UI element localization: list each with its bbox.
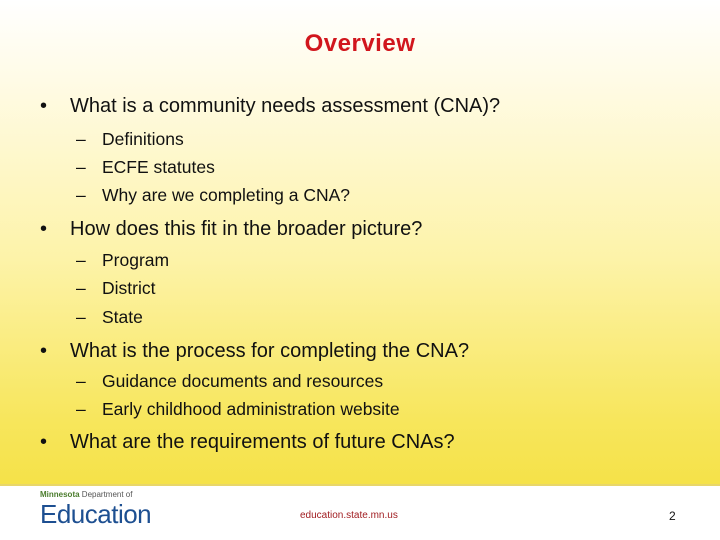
sub-bullet-item <box>76 129 184 150</box>
bullet-text: What is a community needs assessment (CNA)? <box>70 95 501 117</box>
sub-bullet-text: Why are we completing a CNA? <box>102 185 351 205</box>
dash-icon: – <box>76 307 86 327</box>
dash-icon: – <box>76 399 86 419</box>
sub-bullet-text: Early childhood administration website <box>102 399 400 419</box>
sub-bullet-item <box>76 250 169 271</box>
bullet-item <box>40 431 455 454</box>
bullet-item <box>40 95 500 118</box>
dash-icon: – <box>76 371 86 391</box>
dash-icon: – <box>76 157 86 177</box>
sub-bullet-item <box>76 371 383 392</box>
footer-divider <box>0 484 720 486</box>
logo-department-line <box>40 490 132 499</box>
sub-bullet-text: Program <box>102 250 170 270</box>
bullet-item <box>40 218 422 241</box>
sub-bullet-text: District <box>102 278 156 298</box>
education-logo: Education <box>40 499 152 529</box>
dash-icon: – <box>76 250 86 270</box>
bullet-text: What are the requirements of future CNAs? <box>70 431 455 453</box>
sub-bullet-text: Guidance documents and resources <box>102 371 384 391</box>
sub-bullet-text: State <box>102 307 143 327</box>
bullet-icon: • <box>40 340 48 362</box>
bullet-icon: • <box>40 95 48 117</box>
sub-bullet-text: Definitions <box>102 129 184 149</box>
bullet-icon: • <box>40 431 48 453</box>
footer-url[interactable]: education.state.mn.us <box>300 510 398 521</box>
dash-icon: – <box>76 278 86 298</box>
sub-bullet-item <box>76 399 400 420</box>
bullet-icon: • <box>40 218 48 240</box>
dash-icon: – <box>76 129 86 149</box>
bullet-text: How does this fit in the broader picture? <box>70 218 423 240</box>
bullet-text: What is the process for completing the CNA? <box>70 340 470 362</box>
sub-bullet-item <box>76 307 143 328</box>
logo-dept: Department of <box>79 490 133 499</box>
page-number: 2 <box>669 509 676 523</box>
sub-bullet-item <box>76 278 155 299</box>
sub-bullet-item <box>76 185 350 206</box>
sub-bullet-text: ECFE statutes <box>102 157 215 177</box>
logo-state: Minnesota <box>40 490 80 499</box>
dash-icon: – <box>76 185 86 205</box>
sub-bullet-item <box>76 157 215 178</box>
slide-title: Overview <box>304 30 416 57</box>
bullet-item <box>40 340 469 363</box>
